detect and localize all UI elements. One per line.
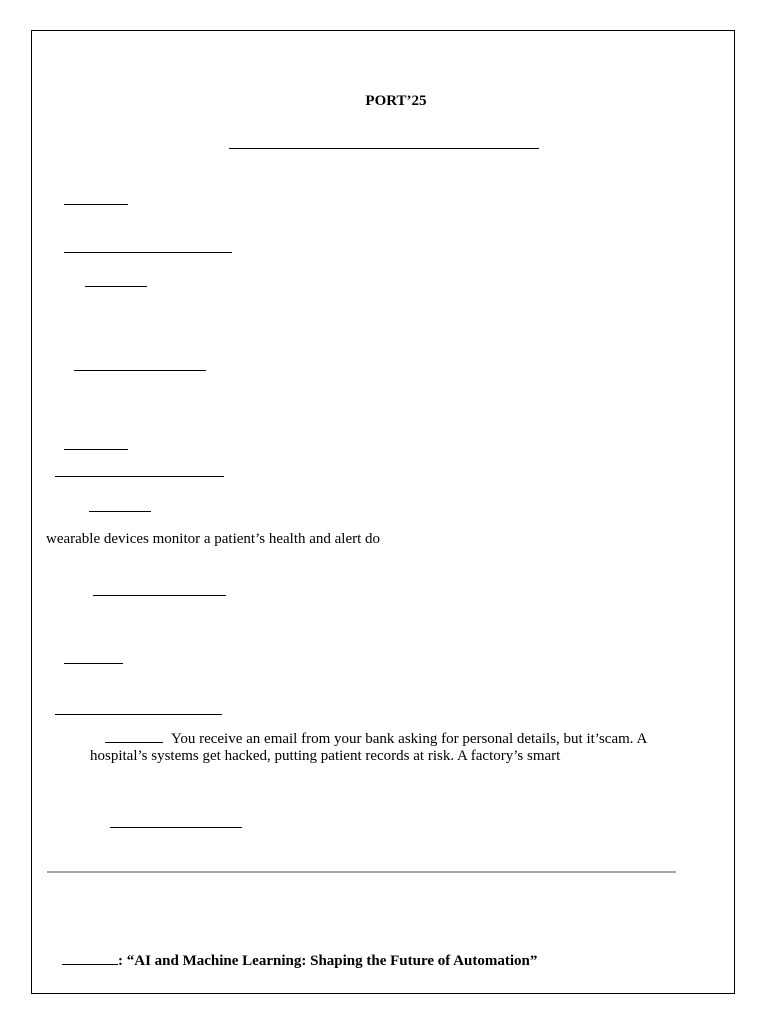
topic-blank — [62, 951, 118, 965]
scenario-line-1-text: You receive an email from your bank asking for personal details, but it’scam. A — [171, 731, 648, 747]
document-title: PORT’25 — [365, 93, 427, 109]
scenario-line-2: hospital’s systems get hacked, putting patient records at risk. A factory’s smart — [90, 748, 561, 764]
inline-blank — [105, 729, 163, 743]
topic-line — [62, 951, 537, 970]
blank-line-9 — [64, 663, 123, 664]
topic-separator: : — [118, 953, 127, 969]
wearable-text: wearable devices monitor a patient’s health and alert do — [46, 531, 381, 547]
scenario-line-1 — [105, 729, 647, 748]
section-divider — [47, 871, 676, 873]
blank-line-8 — [93, 595, 226, 596]
blank-line-5 — [64, 449, 128, 450]
page-border — [31, 30, 735, 994]
blank-line-7 — [89, 511, 151, 512]
blank-line-11 — [110, 827, 242, 828]
topic-text: “AI and Machine Learning: Shaping the Future of Automation” — [126, 953, 538, 969]
blank-line-10 — [55, 714, 222, 715]
blank-line-6 — [55, 476, 224, 477]
blank-line-3 — [85, 286, 147, 287]
title-underline — [229, 148, 539, 149]
blank-line-4 — [74, 370, 206, 371]
blank-line-1 — [64, 204, 128, 205]
blank-line-2 — [64, 252, 232, 253]
